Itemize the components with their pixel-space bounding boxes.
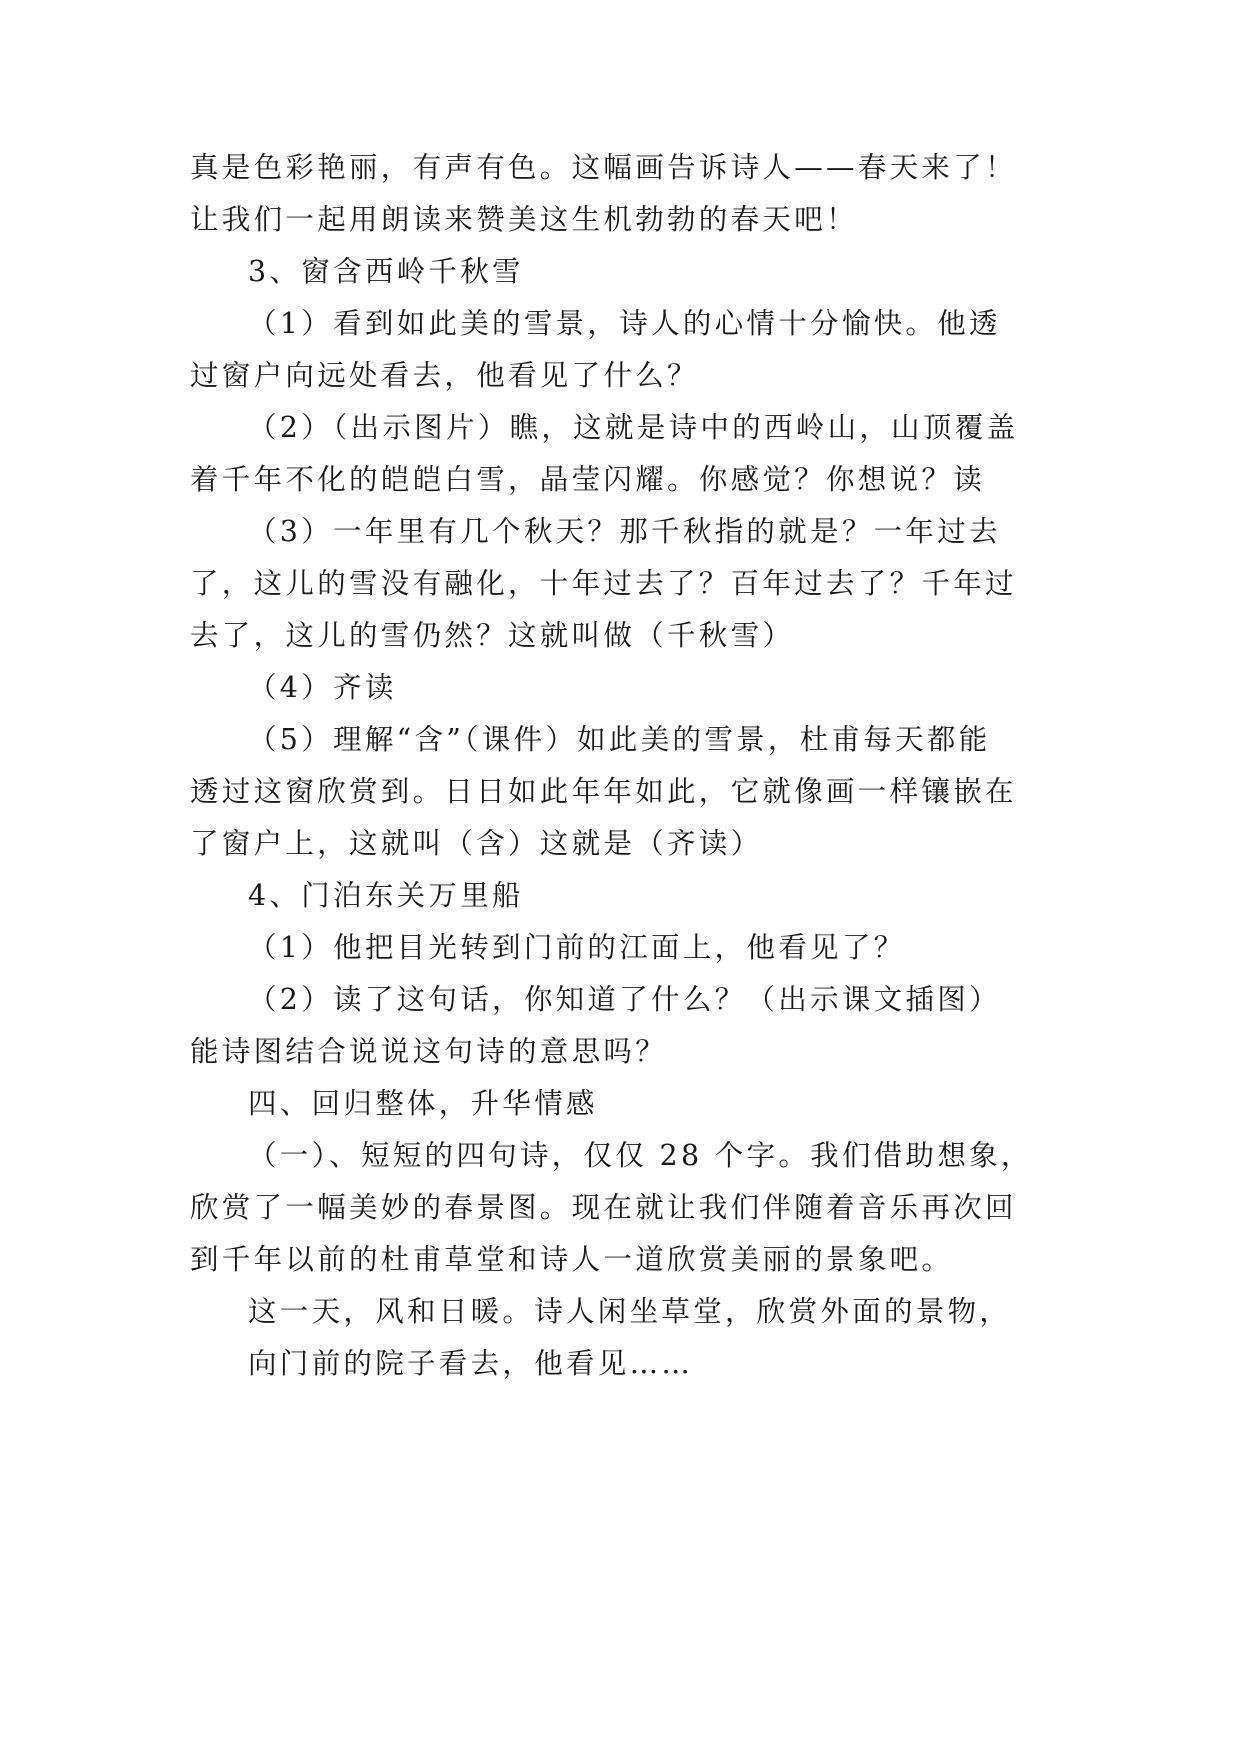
text-line: （1）他把目光转到门前的江面上，他看见了？ [248,931,906,964]
section-heading: 4、门泊东关万里船 [248,879,524,912]
text-line: 欣赏了一幅美妙的春景图。现在就让我们伴随着音乐再次回 [190,1191,1017,1224]
section-heading: 3、窗含西岭千秋雪 [248,255,524,288]
text-line: （2）（出示图片）瞧，这就是诗中的西岭山，山顶覆盖 [248,411,1019,444]
text-line: 到千年以前的杜甫草堂和诗人一道欣赏美丽的景象吧。 [190,1243,954,1276]
text-line: （1）看到如此美的雪景，诗人的心情十分愉快。他透 [248,307,1001,340]
section-heading: 四、回归整体，升华情感 [248,1087,598,1120]
text-line: 透过这窗欣赏到。日日如此年年如此，它就像画一样镶嵌在 [190,775,1017,808]
text-line: 让我们一起用朗读来赞美这生机勃勃的春天吧！ [190,203,858,236]
text-line: 真是色彩艳丽，有声有色。这幅画告诉诗人——春天来了！ [190,151,1017,184]
text-line: 向门前的院子看去，他看见…… [248,1347,694,1380]
text-line: （4）齐读 [248,671,397,704]
text-line: 去了，这儿的雪仍然？这就叫做（千秋雪） [190,619,795,652]
text-line: 着千年不化的皑皑白雪，晶莹闪耀。你感觉？你想说？读 [190,463,986,496]
text-line: 了窗户上，这就叫（含）这就是（齐读） [190,827,763,860]
text-line: 能诗图结合说说这句诗的意思吗？ [190,1035,668,1068]
text-line: （2）读了这句话，你知道了什么？（出示课文插图） [248,983,1001,1016]
text-line: 了，这儿的雪没有融化，十年过去了？百年过去了？千年过 [190,567,1017,600]
text-line: （一）、短短的四句诗，仅仅 28 个字。我们借助想象， [248,1139,1033,1172]
text-line: （5）理解“含”（课件）如此美的雪景，杜甫每天都能 [248,723,991,756]
text-line: （3）一年里有几个秋天？那千秋指的就是？一年过去 [248,515,1001,548]
text-line: 这一天，风和日暖。诗人闲坐草堂，欣赏外面的景物， [248,1295,1012,1328]
text-line: 过窗户向远处看去，他看见了什么？ [190,359,699,392]
